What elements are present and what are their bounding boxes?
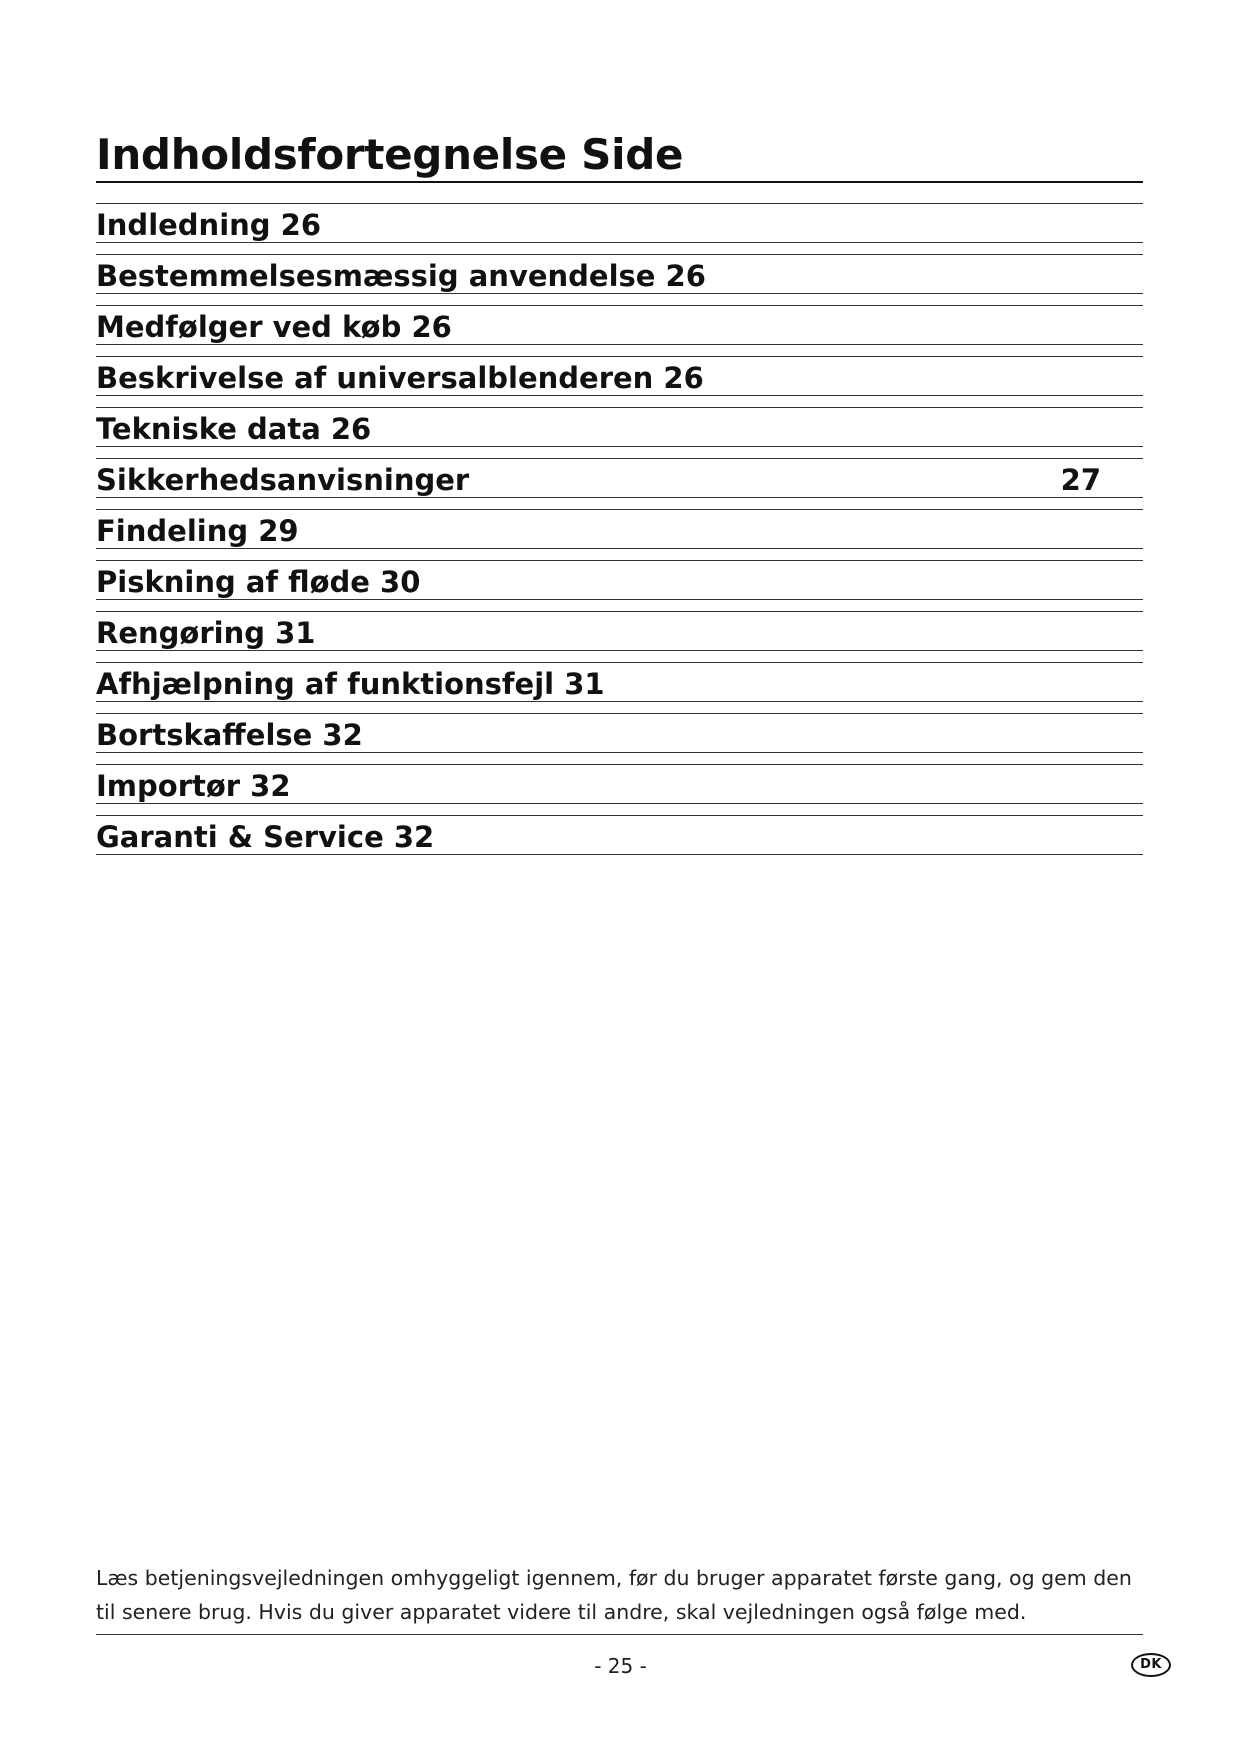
toc-entry[interactable] <box>96 509 1143 560</box>
toc-entry[interactable] <box>96 560 1143 611</box>
table-of-contents <box>96 203 1143 866</box>
toc-entry-label: Medfølger ved køb 26 <box>96 310 452 344</box>
title-divider <box>96 181 1143 183</box>
toc-entry[interactable] <box>96 662 1143 713</box>
usage-note: Læs betjeningsvejledningen omhyggeligt igennem, før du bruger apparatet første gang, og gem den til senere brug. Hvis du giver apparatet videre til andre, skal vejledningen også følge med. <box>96 1566 1132 1624</box>
toc-entry-label: Piskning af fløde 30 <box>96 565 421 599</box>
toc-entry-page: 27 <box>1060 463 1101 497</box>
toc-entry-label: Rengøring 31 <box>96 616 316 650</box>
language-badge-icon: DK <box>1131 1653 1171 1677</box>
toc-entry-label: Afhjælpning af funktionsfejl 31 <box>96 667 605 701</box>
toc-entry-label: Sikkerhedsanvisninger <box>96 463 470 497</box>
toc-entry[interactable] <box>96 254 1143 305</box>
toc-entry[interactable] <box>96 458 1143 509</box>
page-number: - 25 - <box>594 1654 647 1678</box>
toc-entry[interactable] <box>96 611 1143 662</box>
toc-entry[interactable] <box>96 407 1143 458</box>
footer-divider <box>96 1634 1143 1635</box>
toc-entry[interactable] <box>96 356 1143 407</box>
toc-entry[interactable] <box>96 713 1143 764</box>
toc-entry-label: Beskrivelse af universalblenderen 26 <box>96 361 704 395</box>
toc-entry-label: Importør 32 <box>96 769 291 803</box>
toc-entry-label: Garanti & Service 32 <box>96 820 435 854</box>
toc-entry-label: Bortskaffelse 32 <box>96 718 363 752</box>
toc-entry[interactable] <box>96 815 1143 866</box>
toc-entry[interactable] <box>96 764 1143 815</box>
toc-entry-label: Tekniske data 26 <box>96 412 372 446</box>
page-title: Indholdsfortegnelse Side <box>96 130 684 179</box>
toc-entry-label: Bestemmelsesmæssig anvendelse 26 <box>96 259 706 293</box>
toc-entry-label: Findeling 29 <box>96 514 299 548</box>
toc-entry-label: Indledning 26 <box>96 208 322 242</box>
toc-entry[interactable] <box>96 203 1143 254</box>
toc-entry[interactable] <box>96 305 1143 356</box>
